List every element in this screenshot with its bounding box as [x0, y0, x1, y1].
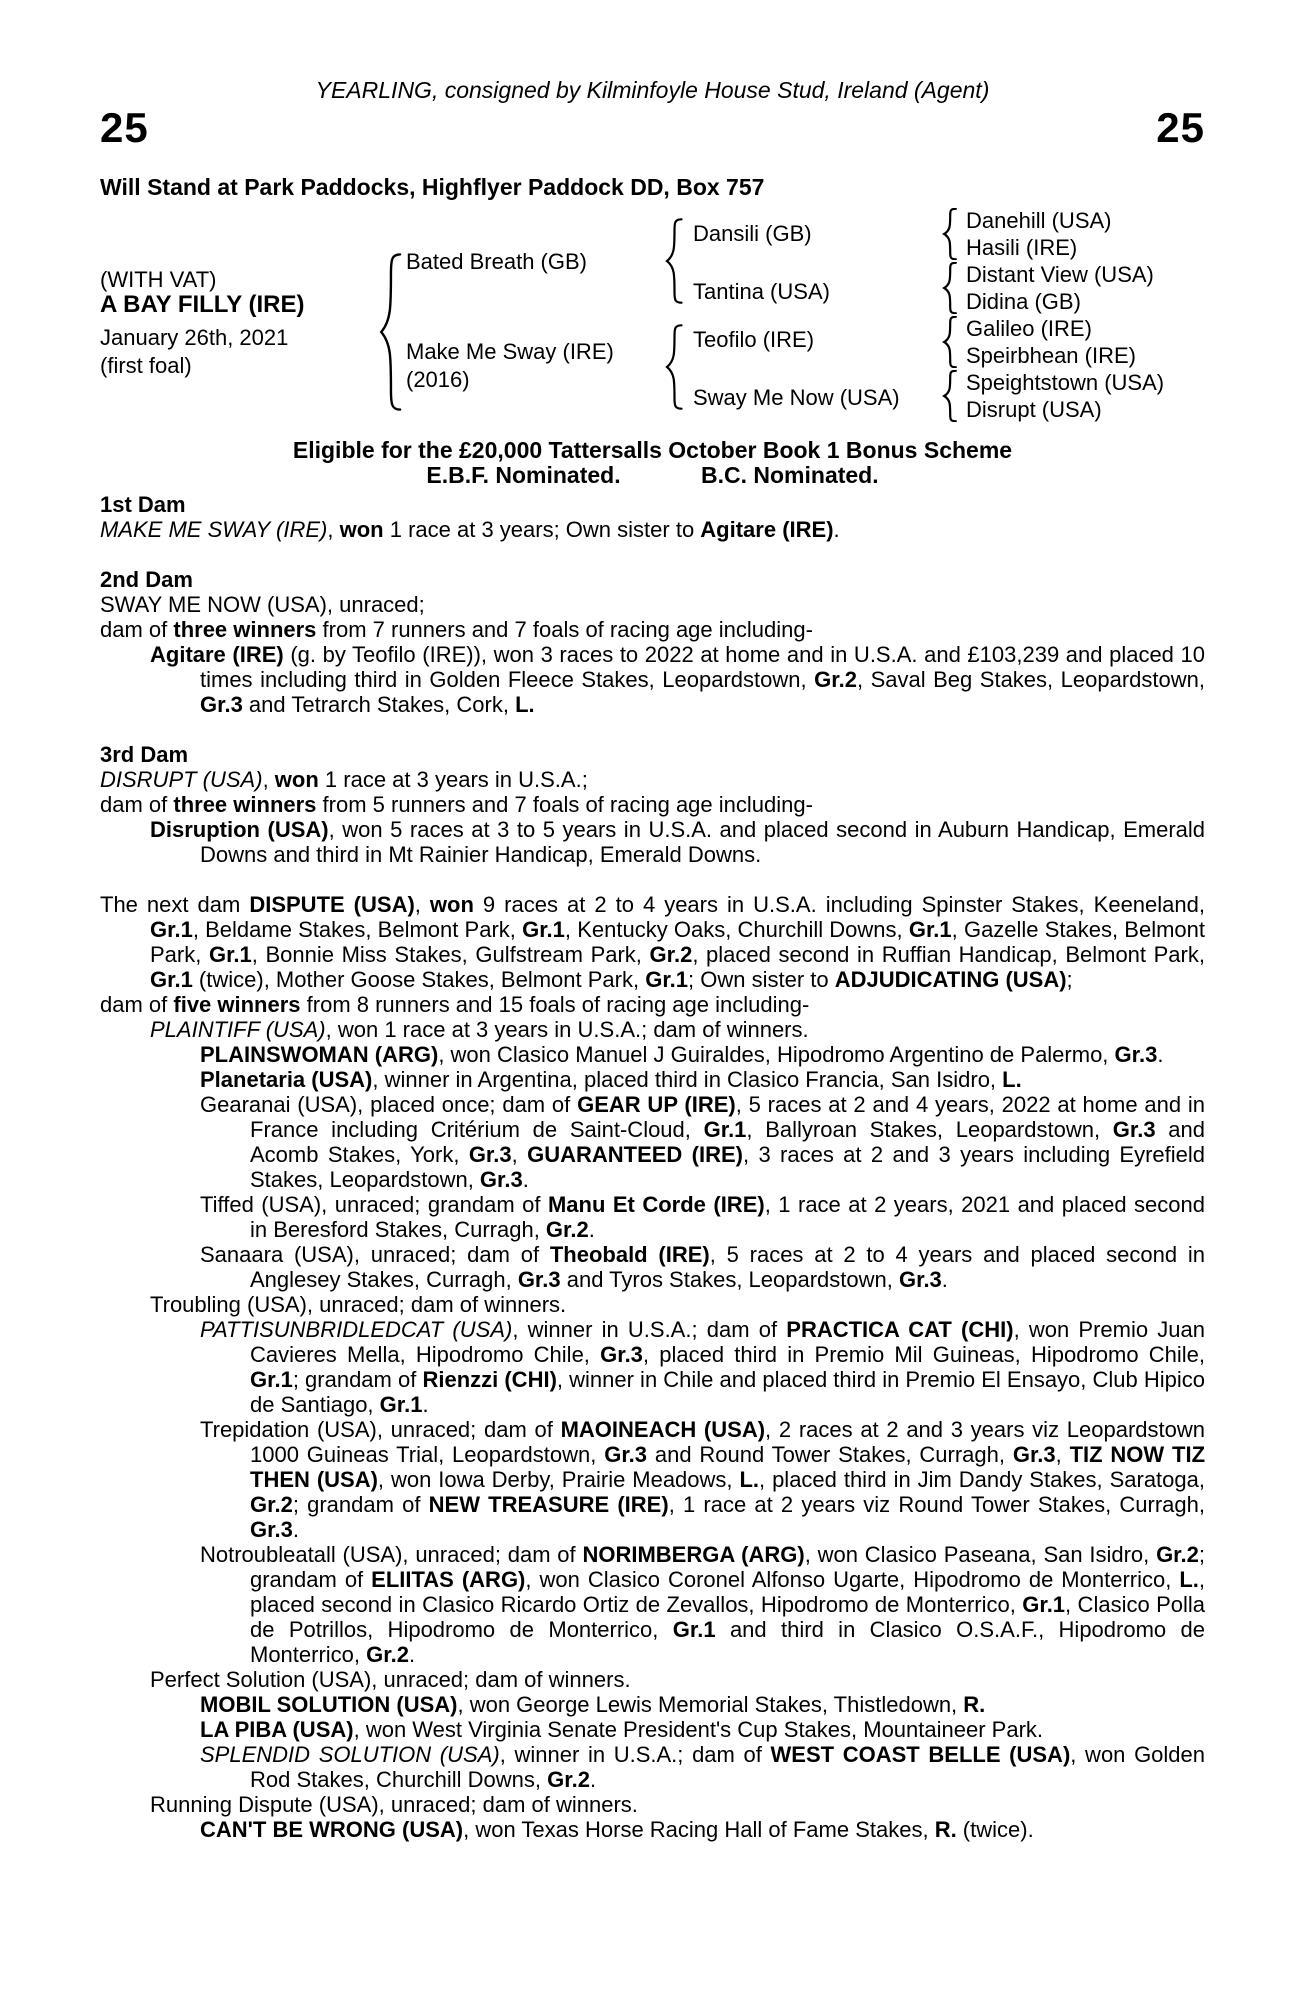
emphasised-name: Gr.3	[468, 1142, 512, 1167]
text-run: (twice).	[956, 1817, 1034, 1842]
text-run: ; grandam of	[250, 1542, 1205, 1592]
pedigree-text-paragraph	[200, 1092, 1205, 1192]
emphasised-name: ELIITAS (ARG)	[371, 1567, 526, 1592]
italic-name: SPLENDID SOLUTION (USA)	[200, 1742, 500, 1767]
emphasised-name: Gr.1	[908, 917, 952, 942]
text-run: ,	[1055, 1442, 1070, 1467]
emphasised-name: WEST COAST BELLE (USA)	[770, 1742, 1071, 1767]
emphasised-name: Gr.1	[208, 942, 252, 967]
text-run: ,	[511, 1142, 528, 1167]
text-run: from 7 runners and 7 foals of racing age including-	[316, 617, 813, 642]
emphasised-name: Gr.1	[672, 1617, 716, 1642]
text-run: , won 5 races at 3 to 5 years in U.S.A. and placed second in Auburn Handicap, Emerald Downs and third in Mt Rainier Handicap, Emerald Downs.	[200, 817, 1206, 867]
bonus-scheme-block	[100, 438, 1205, 488]
pedigree-ancestor: Hasili (IRE)	[966, 235, 1078, 260]
text-run: , Kentucky Oaks, Churchill Downs,	[564, 917, 909, 942]
emphasised-name: Gr.3	[517, 1267, 561, 1292]
section-gap	[100, 867, 1205, 892]
pedigree-brace-icon	[941, 370, 957, 422]
text-run: , won West Virginia Senate President's Cup Stakes, Mountaineer Park.	[353, 1717, 1044, 1742]
text-run: .	[941, 1267, 948, 1292]
emphasised-name: R.	[934, 1817, 957, 1842]
pedigree-text-paragraph	[200, 1242, 1205, 1292]
text-run: , winner in U.S.A.; dam of	[499, 1742, 771, 1767]
text-run: and Round Tower Stakes, Curragh,	[647, 1442, 1013, 1467]
emphasised-name: L.	[739, 1467, 760, 1492]
emphasised-name: Gr.3	[1012, 1442, 1056, 1467]
text-run: , won George Lewis Memorial Stakes, Thistledown,	[457, 1692, 964, 1717]
catalogue-body	[100, 492, 1205, 1842]
pedigree-text-paragraph	[200, 1317, 1205, 1417]
pedigree-text-paragraph	[200, 1542, 1205, 1667]
text-run: , won Clasico Coronel Alfonso Ugarte, Hipodromo de Monterrico,	[525, 1567, 1180, 1592]
emphasised-name: Gr.3	[1114, 1042, 1158, 1067]
pedigree-brace-icon	[376, 252, 402, 412]
pedigree-brace-icon	[941, 316, 957, 368]
text-run: , placed third in Premio Mil Guineas, Hipodromo Chile,	[642, 1342, 1205, 1367]
text-run: 1 race at 3 years; Own sister to	[383, 517, 701, 542]
text-run: from 8 runners and 15 foals of racing age including-	[300, 992, 810, 1017]
text-run: 1 race at 3 years in U.S.A.;	[318, 767, 588, 792]
text-run: , won Iowa Derby, Prairie Meadows,	[377, 1467, 740, 1492]
pedigree-text-paragraph	[200, 1417, 1205, 1542]
text-run: and third in Clasico O.S.A.F., Hipodromo de Monterrico,	[250, 1617, 1205, 1667]
pedigree-ancestor: Danehill (USA)	[966, 208, 1112, 233]
emphasised-name: L.	[1002, 1067, 1022, 1092]
emphasised-name: Gr.1	[379, 1392, 423, 1417]
emphasised-name: R.	[963, 1692, 986, 1717]
emphasised-name: NORIMBERGA (ARG)	[582, 1542, 805, 1567]
text-run: , Bonnie Miss Stakes, Gulfstream Park,	[251, 942, 650, 967]
text-run: , winner in U.S.A.; dam of	[512, 1317, 787, 1342]
stand-location-line: Will Stand at Park Paddocks, Highflyer Paddock DD, Box 757	[100, 174, 765, 200]
pedigree-text-paragraph	[100, 892, 1205, 992]
dam-heading: 2nd Dam	[100, 567, 193, 592]
text-run: Troubling (USA), unraced; dam of winners.	[150, 1292, 567, 1317]
emphasised-name: Gr.1	[703, 1117, 747, 1142]
emphasised-name: Manu Et Corde (IRE)	[547, 1192, 765, 1217]
text-run: , Saval Beg Stakes, Leopardstown,	[856, 667, 1205, 692]
pedigree-text-paragraph	[200, 1717, 1205, 1742]
text-run: .	[422, 1392, 429, 1417]
pedigree-table	[100, 206, 1205, 424]
pedigree-text-paragraph	[150, 1667, 1205, 1692]
pedigree-brace-icon	[941, 208, 957, 260]
pedigree-text-paragraph	[200, 1817, 1205, 1842]
text-run: The next dam	[100, 892, 250, 917]
text-run: Sanaara (USA), unraced; dam of	[200, 1242, 550, 1267]
text-run: Gearanai (USA), placed once; dam of	[200, 1092, 578, 1117]
emphasised-name: three winners	[173, 792, 317, 817]
section-gap	[100, 717, 1205, 742]
emphasised-name: MOBIL SOLUTION (USA)	[200, 1692, 458, 1717]
dam-sire: Teofilo (IRE)	[693, 327, 815, 352]
emphasised-name: Gr.2	[250, 1492, 293, 1517]
emphasised-name: Gr.1	[250, 1367, 293, 1392]
emphasised-name: Planetaria (USA)	[200, 1067, 373, 1092]
pedigree-text-paragraph	[100, 792, 1205, 817]
emphasised-name: Gr.3	[604, 1442, 648, 1467]
text-run: Running Dispute (USA), unraced; dam of winners.	[150, 1792, 638, 1817]
vat-note: (WITH VAT)	[100, 267, 217, 292]
text-run: .	[522, 1167, 529, 1192]
section-gap	[100, 542, 1205, 567]
emphasised-name: GUARANTEED (IRE)	[527, 1142, 743, 1167]
consignor-line: YEARLING, consigned by Kilminfoyle House Stud, Ireland (Agent)	[315, 77, 990, 103]
text-run: and Tetrarch Stakes, Cork,	[242, 692, 516, 717]
lot-number-row	[100, 105, 1205, 151]
sire-sire: Dansili (GB)	[693, 221, 812, 246]
emphasised-name: five winners	[173, 992, 301, 1017]
text-run: , 2 races at 2 and 3 years viz Leopardstown 1000 Guineas Trial, Leopardstown,	[250, 1417, 1205, 1467]
text-run: ;	[1066, 967, 1073, 992]
nomination-line	[100, 463, 1205, 488]
pedigree-text-paragraph	[100, 767, 1205, 792]
pedigree-text-paragraph	[200, 1192, 1205, 1242]
text-run: ; grandam of	[292, 1492, 429, 1517]
text-run: .	[833, 517, 840, 542]
text-run: , 1 race at 2 years viz Round Tower Stakes, Curragh,	[668, 1492, 1205, 1517]
pedigree-brace-icon	[941, 262, 957, 314]
emphasised-name: Gr.2	[649, 942, 693, 967]
horse-name: A BAY FILLY (IRE)	[100, 291, 305, 318]
emphasised-name: Gr.1	[150, 917, 193, 942]
emphasised-name: Rienzzi (CHI)	[422, 1367, 557, 1392]
pedigree-ancestor: Didina (GB)	[966, 289, 1081, 314]
emphasised-name: L.	[515, 692, 535, 717]
text-run: , winner in Argentina, placed third in Clasico Francia, San Isidro,	[372, 1067, 1003, 1092]
text-run: SWAY ME NOW (USA), unraced;	[100, 592, 425, 617]
emphasised-name: DISPUTE (USA)	[249, 892, 415, 917]
emphasised-name: PRACTICA CAT (CHI)	[786, 1317, 1014, 1342]
text-run: , Clasico Polla de Potrillos, Hipodromo de Monterrico,	[250, 1592, 1206, 1642]
emphasised-name: Gr.2	[814, 667, 857, 692]
emphasised-name: ADJUDICATING (USA)	[834, 967, 1067, 992]
text-run: and Acomb Stakes, York,	[250, 1117, 1205, 1167]
text-run: , won Premio Juan Cavieres Mella, Hipodromo Chile,	[250, 1317, 1205, 1367]
emphasised-name: NEW TREASURE (IRE)	[428, 1492, 669, 1517]
bonus-scheme-line: Eligible for the £20,000 Tattersalls October Book 1 Bonus Scheme	[292, 437, 1013, 463]
dam-name: Make Me Sway (IRE)	[406, 339, 614, 364]
pedigree-text-paragraph	[200, 1067, 1205, 1092]
text-run: , placed second in Clasico Ricardo Ortiz de Zevallos, Hipodromo de Monterrico,	[250, 1567, 1206, 1617]
pedigree-brace-icon	[663, 324, 683, 410]
text-run: ; grandam of	[292, 1367, 423, 1392]
pedigree-ancestor: Galileo (IRE)	[966, 316, 1092, 341]
pedigree-text-paragraph	[150, 817, 1205, 867]
text-run: .	[292, 1517, 299, 1542]
emphasised-name: three winners	[173, 617, 317, 642]
lot-number-left: 25	[100, 104, 149, 151]
pedigree-text-paragraph	[100, 592, 1205, 617]
emphasised-name: Gr.3	[1112, 1117, 1156, 1142]
pedigree-text-paragraph	[150, 1792, 1205, 1817]
text-run: .	[588, 1217, 595, 1242]
emphasised-name: Gr.1	[150, 967, 193, 992]
text-run: dam of	[100, 617, 174, 642]
ebf-nominated: E.B.F. Nominated.	[426, 462, 621, 488]
text-run: , placed third in Jim Dandy Stakes, Saratoga,	[759, 1467, 1205, 1492]
text-run: , 5 races at 2 to 4 years and placed second in Anglesey Stakes, Curragh,	[250, 1242, 1206, 1292]
text-run: , placed second in Ruffian Handicap, Belmont Park,	[692, 942, 1205, 967]
dam-heading: 3rd Dam	[100, 742, 189, 767]
emphasised-name: Gr.1	[645, 967, 689, 992]
emphasised-name: PLAINSWOMAN (ARG)	[200, 1042, 439, 1067]
pedigree-text-paragraph	[100, 517, 1205, 542]
text-run: Perfect Solution (USA), unraced; dam of winners.	[150, 1667, 631, 1692]
italic-name: PLAINTIFF (USA)	[150, 1017, 326, 1042]
italic-name: PATTISUNBRIDLEDCAT (USA)	[200, 1317, 513, 1342]
text-run: from 5 runners and 7 foals of racing age including-	[316, 792, 813, 817]
foal-note: (first foal)	[100, 353, 192, 378]
text-run: ,	[414, 892, 430, 917]
text-run: , won Clasico Paseana, San Isidro,	[804, 1542, 1157, 1567]
pedigree-text-paragraph	[200, 1742, 1205, 1792]
pedigree-brace-icon	[663, 218, 683, 304]
lot-number-right: 25	[1156, 104, 1205, 151]
emphasised-name: Gr.2	[366, 1642, 409, 1667]
text-run: , won Texas Horse Racing Hall of Fame Stakes,	[463, 1817, 935, 1842]
text-run: , won Golden Rod Stakes, Churchill Downs,	[250, 1742, 1206, 1792]
emphasised-name: Gr.3	[250, 1517, 293, 1542]
text-run: Trepidation (USA), unraced; dam of	[200, 1417, 561, 1442]
text-run: (g. by Teofilo (IRE)), won 3 races to 2022 at home and in U.S.A. and £103,239 and placed 10 times including third in Golden Fleece Stakes, Leopardstown,	[200, 642, 1205, 692]
emphasised-name: GEAR UP (IRE)	[577, 1092, 736, 1117]
pedigree-text-paragraph	[200, 1042, 1205, 1067]
text-run: ,	[262, 767, 275, 792]
text-run: (twice), Mother Goose Stakes, Belmont Park,	[192, 967, 646, 992]
text-run: and Tyros Stakes, Leopardstown,	[560, 1267, 899, 1292]
emphasised-name: LA PIBA (USA)	[200, 1717, 354, 1742]
text-run: Notroubleatall (USA), unraced; dam of	[200, 1542, 583, 1567]
pedigree-text-paragraph	[150, 1292, 1205, 1317]
pedigree-text-paragraph	[150, 642, 1205, 717]
emphasised-name: won	[339, 517, 384, 542]
text-run: ; Own sister to	[688, 967, 835, 992]
emphasised-name: L.	[1179, 1567, 1199, 1592]
emphasised-name: CAN'T BE WRONG (USA)	[200, 1817, 464, 1842]
emphasised-name: Gr.3	[479, 1167, 523, 1192]
text-run: .	[1157, 1042, 1164, 1067]
text-run: dam of	[100, 992, 174, 1017]
sire-dam: Tantina (USA)	[693, 279, 830, 304]
emphasised-name: Gr.3	[600, 1342, 643, 1367]
emphasised-name: TIZ NOW TIZ THEN (USA)	[250, 1442, 1206, 1492]
pedigree-text-paragraph	[200, 1692, 1205, 1717]
pedigree-text-paragraph	[150, 1017, 1205, 1042]
text-run: .	[589, 1767, 597, 1792]
pedigree-ancestor: Distant View (USA)	[966, 262, 1154, 287]
sire-name: Bated Breath (GB)	[406, 249, 587, 274]
emphasised-name: Agitare (IRE)	[700, 517, 834, 542]
emphasised-name: Gr.1	[1022, 1592, 1066, 1617]
emphasised-name: Gr.2	[1156, 1542, 1199, 1567]
text-run: , Ballyroan Stakes, Leopardstown,	[746, 1117, 1113, 1142]
text-run: 9 races at 2 to 4 years in U.S.A. including Spinster Stakes, Keeneland,	[473, 892, 1205, 917]
emphasised-name: MAOINEACH (USA)	[560, 1417, 766, 1442]
text-run: Tiffed (USA), unraced; grandam of	[200, 1192, 548, 1217]
emphasised-name: Gr.2	[545, 1217, 589, 1242]
text-run: , winner in Chile and placed third in Premio El Ensayo, Club Hipico de Santiago,	[250, 1367, 1206, 1417]
text-run: , won 1 race at 3 years in U.S.A.; dam of winners.	[325, 1017, 809, 1042]
emphasised-name: Gr.2	[547, 1767, 590, 1792]
foaling-date: January 26th, 2021	[100, 325, 289, 350]
pedigree-ancestor: Speightstown (USA)	[966, 370, 1165, 395]
bc-nominated: B.C. Nominated.	[701, 462, 879, 488]
dam-year: (2016)	[406, 367, 470, 392]
dam-dam: Sway Me Now (USA)	[693, 385, 900, 410]
pedigree-text-paragraph	[100, 617, 1205, 642]
dam-heading: 1st Dam	[100, 492, 186, 517]
italic-name: MAKE ME SWAY (IRE)	[100, 517, 328, 542]
text-run: , 3 races at 2 and 3 years including Eyrefield Stakes, Leopardstown,	[250, 1142, 1205, 1192]
text-run: , 5 races at 2 and 4 years, 2022 at home and in France including Critérium de Saint-Cloud,	[250, 1092, 1206, 1142]
text-run: .	[408, 1642, 416, 1667]
text-run: , won Clasico Manuel J Guiraldes, Hipodromo Argentino de Palermo,	[438, 1042, 1115, 1067]
emphasised-name: Disruption (USA)	[150, 817, 329, 842]
emphasised-name: won	[274, 767, 319, 792]
text-run: , Beldame Stakes, Belmont Park,	[192, 917, 523, 942]
emphasised-name: Gr.3	[200, 692, 243, 717]
emphasised-name: Gr.1	[522, 917, 565, 942]
emphasised-name: Gr.3	[898, 1267, 942, 1292]
emphasised-name: Theobald (IRE)	[549, 1242, 710, 1267]
text-run: dam of	[100, 792, 174, 817]
pedigree-ancestor: Disrupt (USA)	[966, 397, 1102, 422]
pedigree-ancestor: Speirbhean (IRE)	[966, 343, 1136, 368]
italic-name: DISRUPT (USA)	[100, 767, 263, 792]
pedigree-text-paragraph	[100, 992, 1205, 1017]
text-run: , Gazelle Stakes, Belmont Park,	[150, 917, 1205, 967]
emphasised-name: won	[429, 892, 474, 917]
emphasised-name: Agitare (IRE)	[150, 642, 284, 667]
text-run: ,	[327, 517, 340, 542]
text-run: , 1 race at 2 years, 2021 and placed second in Beresford Stakes, Curragh,	[250, 1192, 1205, 1242]
